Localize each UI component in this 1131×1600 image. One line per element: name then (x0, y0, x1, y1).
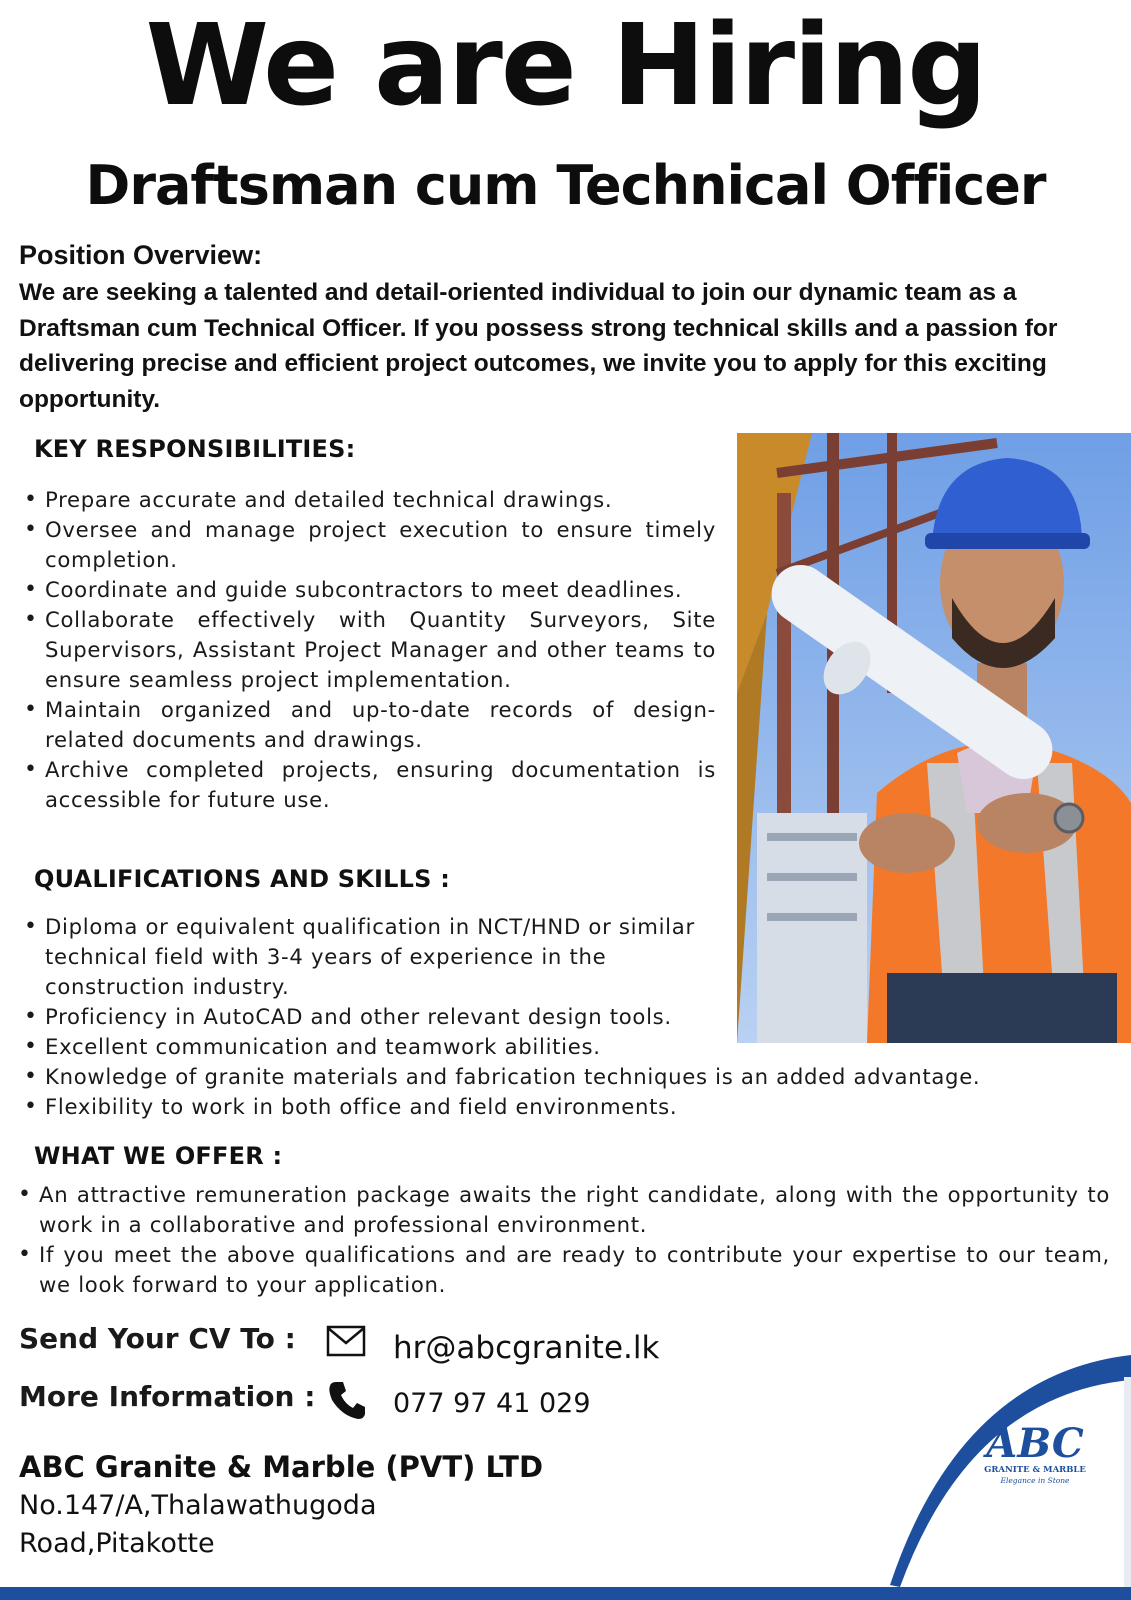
company-name: ABC Granite & Marble (PVT) LTD (19, 1450, 544, 1484)
qualifications-list (20, 912, 1110, 1122)
hero-title: We are Hiring (145, 1, 986, 131)
responsibilities-list (20, 485, 716, 815)
list-item: • An attractive remuneration package awaits the right candidate, along with the opportunity to work in a collaborative and professional environment. (14, 1180, 1110, 1240)
phone-number[interactable]: 077 97 41 029 (393, 1388, 591, 1419)
phone-icon (328, 1380, 366, 1420)
company-address-line1: No.147/A,Thalawathugoda (19, 1490, 377, 1521)
responsibilities-heading: KEY RESPONSIBILITIES: (34, 435, 356, 463)
list-item: • Prepare accurate and detailed technical drawings. (20, 485, 716, 515)
logo-tagline: Elegance in Stone (1000, 1476, 1070, 1485)
footer-bar (0, 1587, 1131, 1600)
email-address[interactable]: hr@abcgranite.lk (393, 1330, 660, 1366)
company-address-line2: Road,Pitakotte (19, 1528, 215, 1559)
overview-heading: Position Overview: (19, 240, 263, 270)
offer-list (14, 1180, 1110, 1300)
list-item: • Proficiency in AutoCAD and other relevant design tools. (20, 1002, 1110, 1032)
list-item: • Maintain organized and up-to-date records of design-related documents and drawings. (20, 695, 716, 755)
envelope-icon (326, 1325, 366, 1357)
job-title: Draftsman cum Technical Officer (85, 154, 1046, 217)
list-item: • Archive completed projects, ensuring documentation is accessible for future use. (20, 755, 716, 815)
company-logo (870, 1355, 1131, 1587)
logo-text: ABC (986, 1420, 1084, 1467)
list-item: • Excellent communication and teamwork abilities. (20, 1032, 1110, 1062)
overview-body: We are seeking a talented and detail-oriented individual to join our dynamic team as a Draftsman cum Technical Officer. If you possess strong technical skills and a passion for delivering precise and efficient project outcomes, we invite you to apply for this exciting opportunity. (19, 279, 1058, 413)
list-item: • Diploma or equivalent qualification in NCT/HND or similar technical field with 3-4 years of experience in the construction industry. (20, 912, 735, 1002)
more-info-label: More Information : (19, 1380, 316, 1413)
list-item: • Collaborate effectively with Quantity Surveyors, Site Supervisors, Assistant Project Manager and other teams to ensure seamless project implementation. (20, 605, 716, 695)
list-item: • Flexibility to work in both office and field environments. (20, 1092, 1110, 1122)
send-cv-label: Send Your CV To : (19, 1322, 296, 1355)
logo-subtext: GRANITE & MARBLE (984, 1465, 1086, 1475)
list-item: • Oversee and manage project execution to ensure timely completion. (20, 515, 716, 575)
offer-heading: WHAT WE OFFER : (34, 1142, 283, 1170)
list-item: • Knowledge of granite materials and fabrication techniques is an added advantage. (20, 1062, 1110, 1092)
list-item: • If you meet the above qualifications and are ready to contribute your expertise to our team, we look forward to your application. (14, 1240, 1110, 1300)
list-item: • Coordinate and guide subcontractors to meet deadlines. (20, 575, 716, 605)
qualifications-heading: QUALIFICATIONS AND SKILLS : (34, 865, 451, 893)
